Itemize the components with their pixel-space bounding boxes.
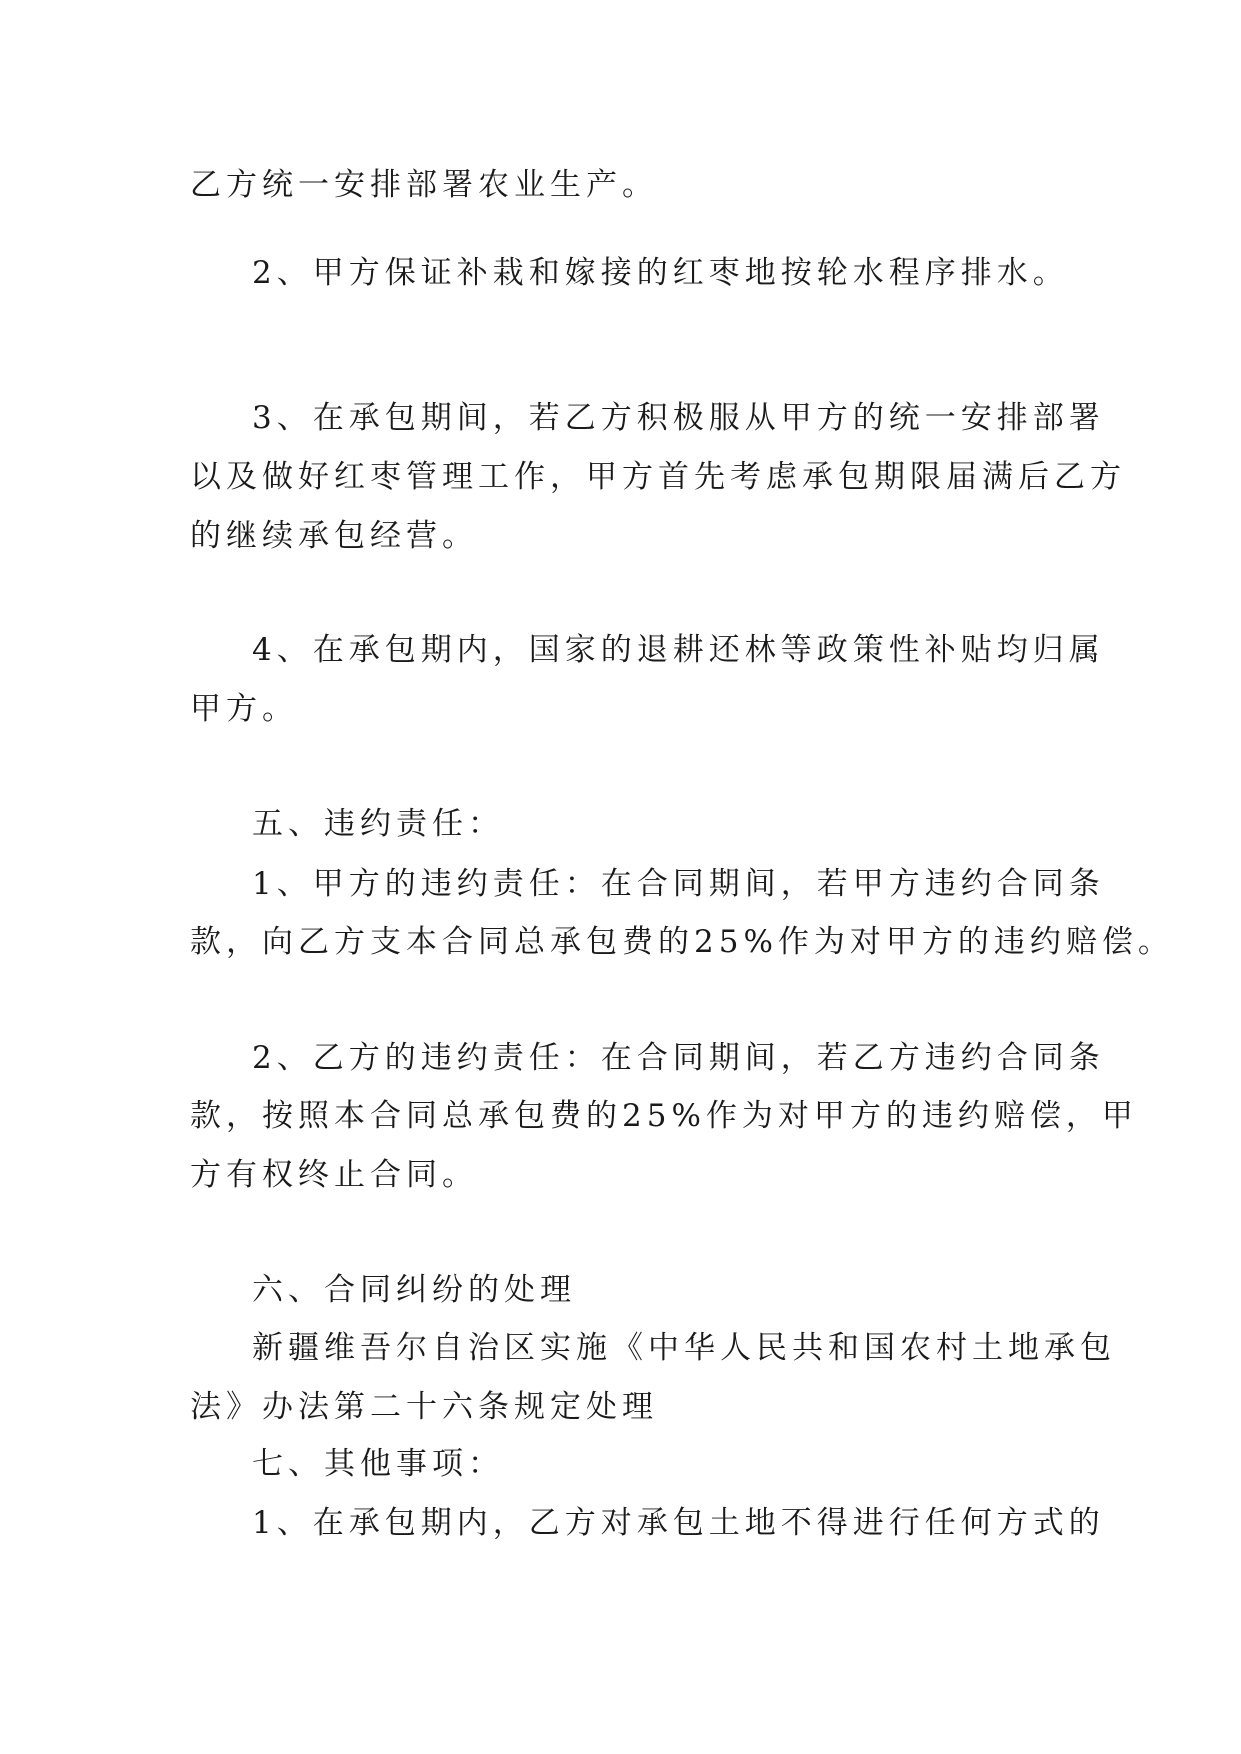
text-line-5: 的继续承包经营。: [190, 518, 478, 554]
text-line-15: 新疆维吾尔自治区实施《中华人民共和国农村土地承包: [252, 1330, 1116, 1366]
text-line-11: 2、乙方的违约责任：在合同期间，若乙方违约合同条: [252, 1040, 1105, 1076]
text-line-2: 2、甲方保证补栽和嫁接的红枣地按轮水程序排水。: [252, 255, 1069, 291]
text-line-13: 方有权终止合同。: [190, 1157, 478, 1193]
text-line-18: 1、在承包期内，乙方对承包土地不得进行任何方式的: [252, 1505, 1105, 1541]
text-line-6: 4、在承包期内，国家的退耕还林等政策性补贴均归属: [252, 632, 1105, 668]
text-line-7: 甲方。: [190, 691, 298, 727]
section-heading-7: 七、其他事项：: [252, 1446, 504, 1482]
text-line-10: 款，向乙方支本合同总承包费的25%作为对甲方的违约赔偿。: [190, 924, 1174, 960]
section-heading-5: 五、违约责任：: [252, 806, 504, 842]
section-heading-6: 六、合同纠纷的处理: [252, 1272, 576, 1308]
text-line-16: 法》办法第二十六条规定处理: [190, 1389, 658, 1425]
text-line-3: 3、在承包期间，若乙方积极服从甲方的统一安排部署: [252, 400, 1105, 436]
text-line-4: 以及做好红枣管理工作，甲方首先考虑承包期限届满后乙方: [190, 459, 1126, 495]
text-line-1: 乙方统一安排部署农业生产。: [190, 167, 658, 203]
text-line-9: 1、甲方的违约责任：在合同期间，若甲方违约合同条: [252, 866, 1105, 902]
text-line-12: 款，按照本合同总承包费的25%作为对甲方的违约赔偿，甲: [190, 1098, 1138, 1134]
